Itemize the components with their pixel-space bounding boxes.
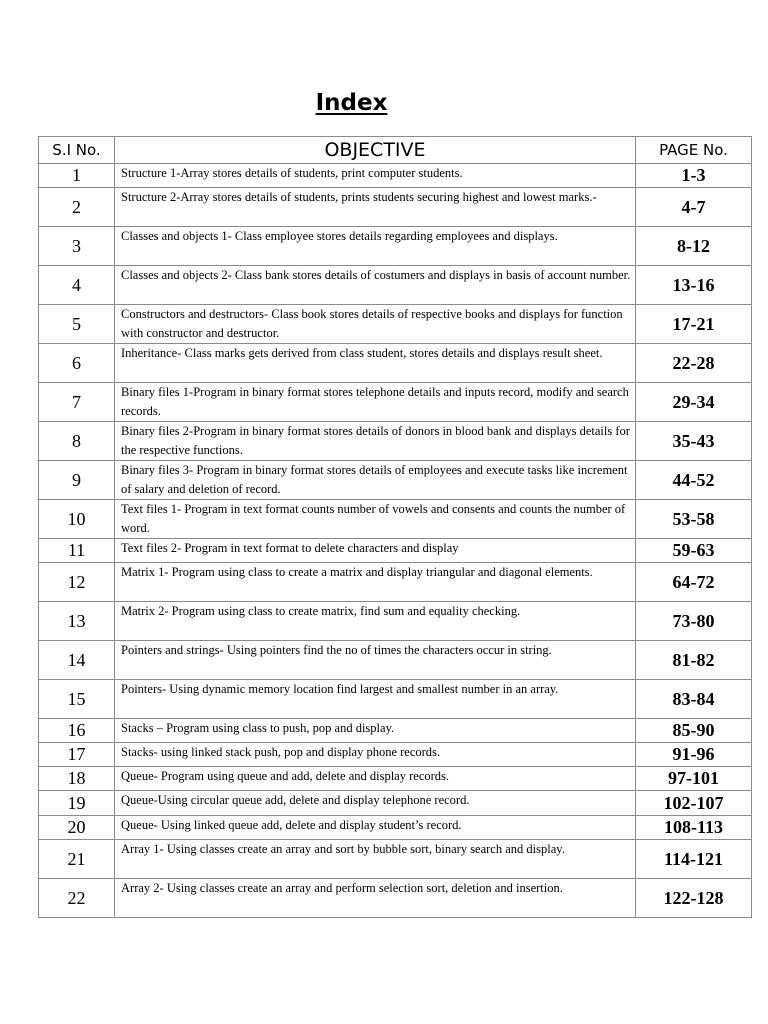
row-objective: Text files 1- Program in text format counts number of vowels and consents and counts the number of word. (115, 500, 636, 539)
row-objective: Array 1- Using classes create an array and sort by bubble sort, binary search and display. (115, 840, 636, 879)
table-row (39, 422, 752, 461)
row-pages: 35-43 (636, 422, 752, 461)
table-row (39, 266, 752, 305)
table-row (39, 500, 752, 539)
row-number: 9 (39, 461, 115, 500)
table-row (39, 344, 752, 383)
row-pages: 4-7 (636, 188, 752, 227)
header-page-no: PAGE No. (636, 137, 752, 164)
row-objective: Matrix 1- Program using class to create a matrix and display triangular and diagonal elements. (115, 563, 636, 602)
row-objective: Classes and objects 2- Class bank stores details of costumers and displays in basis of account number. (115, 266, 636, 305)
row-number: 16 (39, 719, 115, 743)
row-pages: 73-80 (636, 602, 752, 641)
table-row (39, 743, 752, 767)
row-number: 19 (39, 791, 115, 816)
row-pages: 102-107 (636, 791, 752, 816)
row-pages: 1-3 (636, 164, 752, 188)
row-pages: 59-63 (636, 539, 752, 563)
table-row (39, 641, 752, 680)
row-pages: 53-58 (636, 500, 752, 539)
row-pages: 91-96 (636, 743, 752, 767)
row-objective: Binary files 1-Program in binary format stores telephone details and inputs record, modify and search records. (115, 383, 636, 422)
row-number: 11 (39, 539, 115, 563)
row-number: 1 (39, 164, 115, 188)
table-row (39, 719, 752, 743)
row-objective: Array 2- Using classes create an array and perform selection sort, deletion and insertion. (115, 879, 636, 918)
table-row (39, 461, 752, 500)
row-pages: 122-128 (636, 879, 752, 918)
table-row (39, 767, 752, 791)
table-row (39, 383, 752, 422)
row-objective: Queue-Using circular queue add, delete and display telephone record. (115, 791, 636, 816)
row-pages: 64-72 (636, 563, 752, 602)
table-row (39, 539, 752, 563)
row-objective: Stacks- using linked stack push, pop and display phone records. (115, 743, 636, 767)
row-pages: 97-101 (636, 767, 752, 791)
row-number: 14 (39, 641, 115, 680)
row-objective: Text files 2- Program in text format to delete characters and display (115, 539, 636, 563)
row-number: 2 (39, 188, 115, 227)
row-number: 7 (39, 383, 115, 422)
table-row (39, 563, 752, 602)
row-pages: 44-52 (636, 461, 752, 500)
table-row (39, 840, 752, 879)
row-number: 5 (39, 305, 115, 344)
row-number: 21 (39, 840, 115, 879)
row-pages: 13-16 (636, 266, 752, 305)
index-table (38, 136, 752, 918)
row-pages: 81-82 (636, 641, 752, 680)
row-objective: Stacks – Program using class to push, pop and display. (115, 719, 636, 743)
row-objective: Inheritance- Class marks gets derived from class student, stores details and displays result sheet. (115, 344, 636, 383)
row-pages: 83-84 (636, 680, 752, 719)
header-objective: OBJECTIVE (115, 137, 636, 164)
row-number: 4 (39, 266, 115, 305)
table-row (39, 816, 752, 840)
row-pages: 22-28 (636, 344, 752, 383)
row-pages: 108-113 (636, 816, 752, 840)
row-objective: Binary files 3- Program in binary format stores details of employees and execute tasks like increment of salary and deletion of record. (115, 461, 636, 500)
page-title: Index (315, 90, 388, 116)
table-row (39, 879, 752, 918)
row-number: 15 (39, 680, 115, 719)
row-objective: Matrix 2- Program using class to create matrix, find sum and equality checking. (115, 602, 636, 641)
table-row (39, 227, 752, 266)
table-row (39, 305, 752, 344)
row-number: 10 (39, 500, 115, 539)
row-number: 17 (39, 743, 115, 767)
row-pages: 8-12 (636, 227, 752, 266)
row-objective: Classes and objects 1- Class employee stores details regarding employees and displays. (115, 227, 636, 266)
row-pages: 17-21 (636, 305, 752, 344)
row-objective: Structure 1-Array stores details of students, print computer students. (115, 164, 636, 188)
row-objective: Pointers and strings- Using pointers find the no of times the characters occur in string. (115, 641, 636, 680)
row-objective: Queue- Using linked queue add, delete and display student’s record. (115, 816, 636, 840)
row-number: 18 (39, 767, 115, 791)
header-row (39, 137, 752, 164)
row-number: 8 (39, 422, 115, 461)
row-number: 13 (39, 602, 115, 641)
row-objective: Pointers- Using dynamic memory location find largest and smallest number in an array. (115, 680, 636, 719)
row-number: 12 (39, 563, 115, 602)
row-number: 20 (39, 816, 115, 840)
row-number: 22 (39, 879, 115, 918)
table-row (39, 188, 752, 227)
row-objective: Constructors and destructors- Class book stores details of respective books and displays for function with constructor and destructor. (115, 305, 636, 344)
header-sl-no: S.I No. (39, 137, 115, 164)
row-number: 6 (39, 344, 115, 383)
table-row (39, 602, 752, 641)
row-objective: Queue- Program using queue and add, delete and display records. (115, 767, 636, 791)
table-row (39, 164, 752, 188)
row-objective: Binary files 2-Program in binary format stores details of donors in blood bank and displays details for the respective functions. (115, 422, 636, 461)
table-row (39, 680, 752, 719)
row-pages: 85-90 (636, 719, 752, 743)
row-pages: 29-34 (636, 383, 752, 422)
row-number: 3 (39, 227, 115, 266)
row-pages: 114-121 (636, 840, 752, 879)
row-objective: Structure 2-Array stores details of students, prints students securing highest and lowest marks.- (115, 188, 636, 227)
table-row (39, 791, 752, 816)
